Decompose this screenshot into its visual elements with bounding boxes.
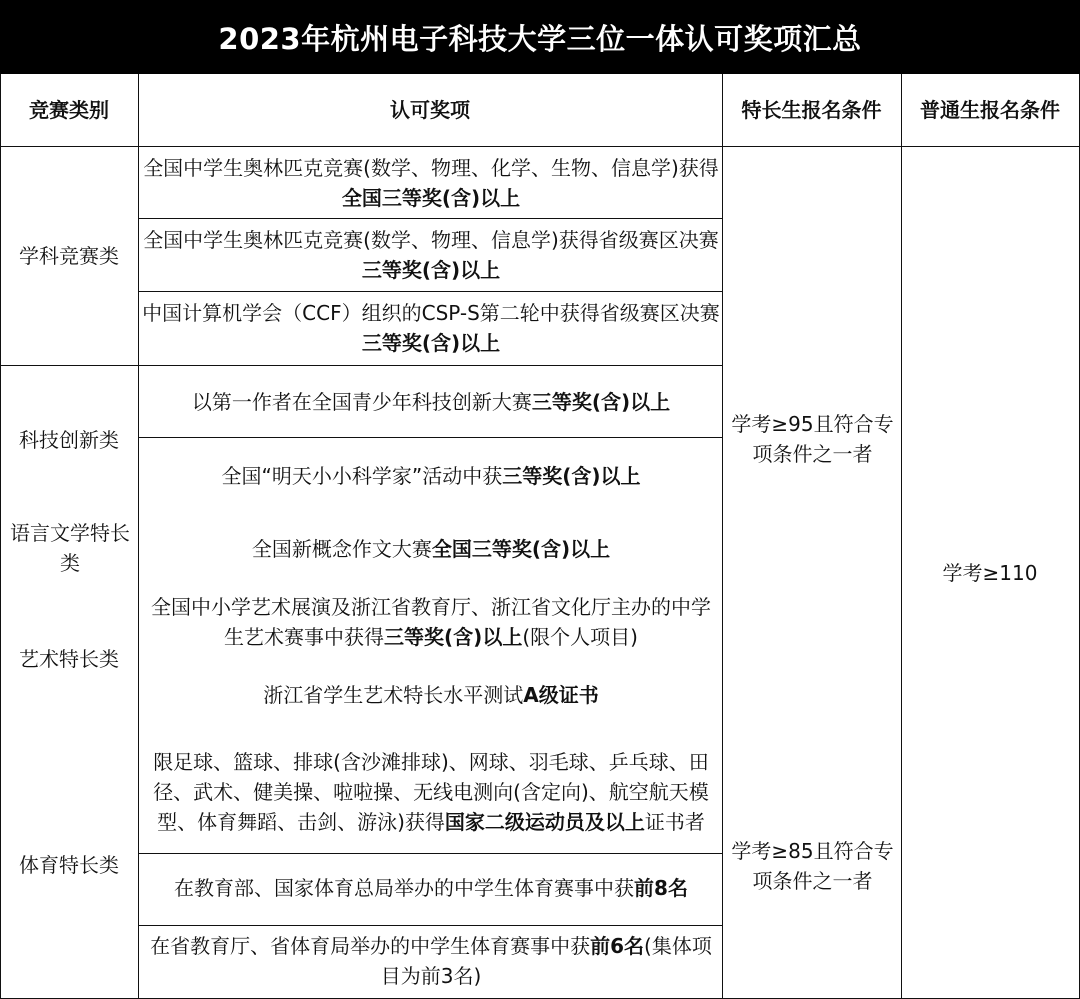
award-item: 全国中学生奥林匹克竞赛(数学、物理、化学、生物、信息学)获得全国三等奖(含)以上 <box>143 156 719 210</box>
page-title: 2023年杭州电子科技大学三位一体认可奖项汇总 <box>0 0 1080 74</box>
category-tech: 科技创新类 <box>19 428 119 452</box>
award-item: 以第一作者在全国青少年科技创新大赛三等奖(含)以上 <box>191 390 671 414</box>
award-item: 在教育部、国家体育总局举办的中学生体育赛事中获前8名 <box>174 876 688 900</box>
row-divider <box>138 437 723 438</box>
award-item: 限足球、篮球、排球(含沙滩排球)、网球、羽毛球、乒乓球、田径、武术、健美操、啦啦操、无线电测向(含定向)、航空航天模型、体育舞蹈、击剑、游泳)获得国家二级运动员及以上证书者 <box>153 750 709 834</box>
row-divider <box>138 925 723 926</box>
special-condition-a: 学考≥95且符合专项条件之一者 <box>731 412 894 466</box>
category-language: 语言文学特长类 <box>10 521 130 575</box>
award-item: 在省教育厅、省体育局举办的中学生体育赛事中获前6名(集体项目为前3名) <box>150 934 712 988</box>
category-art: 艺术特长类 <box>19 647 119 671</box>
header-category: 竞赛类别 <box>29 98 109 122</box>
award-item: 全国中小学艺术展演及浙江省教育厅、浙江省文化厅主办的中学生艺术赛事中获得三等奖(含)以上(限个人项目) <box>151 595 711 649</box>
header-award: 认可奖项 <box>390 98 470 122</box>
column-divider <box>138 74 139 999</box>
category-sports: 体育特长类 <box>19 853 119 877</box>
column-divider <box>722 74 723 999</box>
category-subject: 学科竞赛类 <box>19 243 119 268</box>
award-item: 全国中学生奥林匹克竞赛(数学、物理、信息学)获得省级赛区决赛三等奖(含)以上 <box>143 228 719 282</box>
row-divider <box>138 291 723 292</box>
award-item: 全国新概念作文大赛全国三等奖(含)以上 <box>251 537 611 561</box>
award-item: 全国“明天小小科学家”活动中获三等奖(含)以上 <box>221 464 641 488</box>
header-divider <box>0 146 1080 147</box>
row-divider <box>138 853 723 854</box>
award-item: 中国计算机学会（CCF）组织的CSP-S第二轮中获得省级赛区决赛三等奖(含)以上 <box>142 301 720 355</box>
header-ordinary-condition: 普通生报名条件 <box>920 98 1060 122</box>
column-divider <box>901 74 902 999</box>
row-divider <box>138 218 723 219</box>
special-condition-b: 学考≥85且符合专项条件之一者 <box>731 839 894 893</box>
row-divider <box>0 365 723 366</box>
award-item: 浙江省学生艺术特长水平测试A级证书 <box>263 683 599 707</box>
ordinary-condition: 学考≥110 <box>942 561 1038 585</box>
header-special-condition: 特长生报名条件 <box>741 98 882 122</box>
